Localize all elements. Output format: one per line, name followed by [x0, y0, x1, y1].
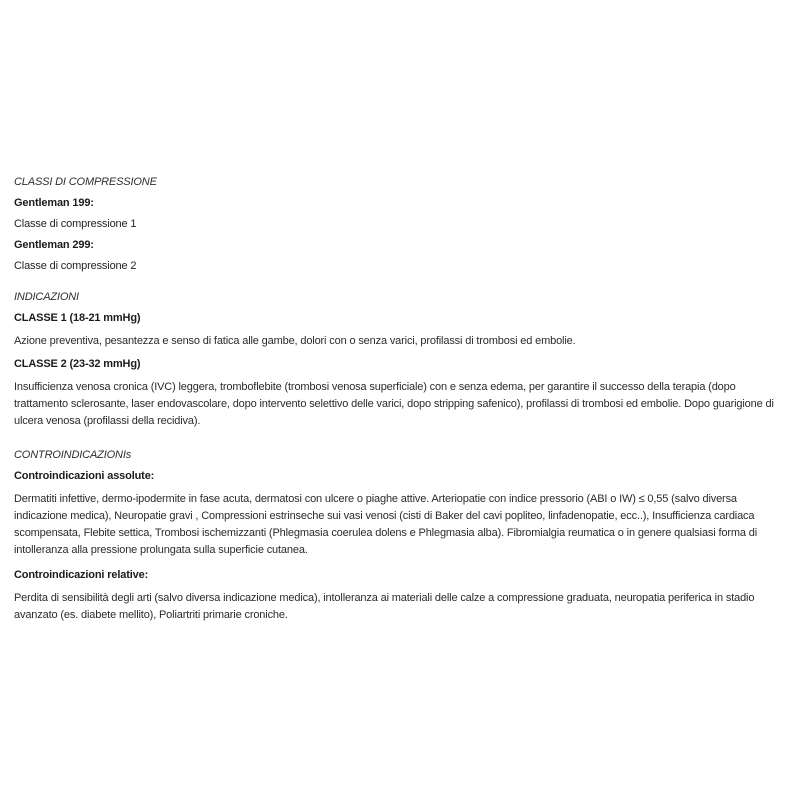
class-2-text: Insufficienza venosa cronica (IVC) leggera, tromboflebite (trombosi venosa superficiale) con e senza edema, per garantire il successo della terapia (dopo trattamento sclerosante, laser endovascolare, dopo intervento selettivo delle varici, dopo stripping safenico), profilassi di trombosi ed embolie. Dopo guarigione di ulcera venosa (profilassi della recidiva).	[14, 381, 774, 427]
section-contraindications	[14, 449, 786, 624]
class-1-title: CLASSE 1 (18-21 mmHg)	[14, 312, 141, 324]
absolute-contraindications-title: Controindicazioni assolute:	[14, 470, 155, 482]
contraindications-heading: CONTROINDICAZIONIs	[14, 449, 132, 461]
class-2-title: CLASSE 2 (23-32 mmHg)	[14, 358, 141, 370]
product-class-gentleman-199: Classe di compressione 1	[14, 218, 137, 230]
absolute-contraindications-text: Dermatiti infettive, dermo-ipodermite in fase acuta, dermatosi con ulcere o piaghe attive. Arteriopatie con indice pressorio (ABI o IW) ≤ 0,55 (salvo diversa indicazione medica), Neuropatie gravi , Compressioni estrinseche sui vasi venosi (cisti di Baker del cavi popliteo, linfadenopatie, ecc..), Insufficienza cardiaca scompensata, Flebite settica, Trombosi ischemizzanti (Phlegmasia coerulea dolens e Phlegmasia alba). Fibromialgia reumatica o in genere qualsiasi forma di intolleranza alla pressione prolungata sulla superficie cutanea.	[14, 493, 757, 556]
compression-classes-heading: CLASSI DI COMPRESSIONE	[14, 176, 157, 188]
class-1-text: Azione preventiva, pesantezza e senso di fatica alle gambe, dolori con o senza varici, profilassi di trombosi ed embolie.	[14, 335, 576, 347]
product-class-gentleman-299: Classe di compressione 2	[14, 260, 137, 272]
relative-contraindications-title: Controindicazioni relative:	[14, 569, 149, 581]
relative-contraindications-text: Perdita di sensibilità degli arti (salvo diversa indicazione medica), intolleranza ai materiali delle calze a compressione graduata, neuropatia periferica in stadio avanzato (es. diabete mellito), Poliartriti primarie croniche.	[14, 592, 755, 621]
indications-heading: INDICAZIONI	[14, 291, 79, 303]
section-compression-classes	[14, 176, 786, 272]
product-name-gentleman-299: Gentleman 299:	[14, 239, 94, 251]
product-name-gentleman-199: Gentleman 199:	[14, 197, 94, 209]
section-indications	[14, 291, 786, 430]
